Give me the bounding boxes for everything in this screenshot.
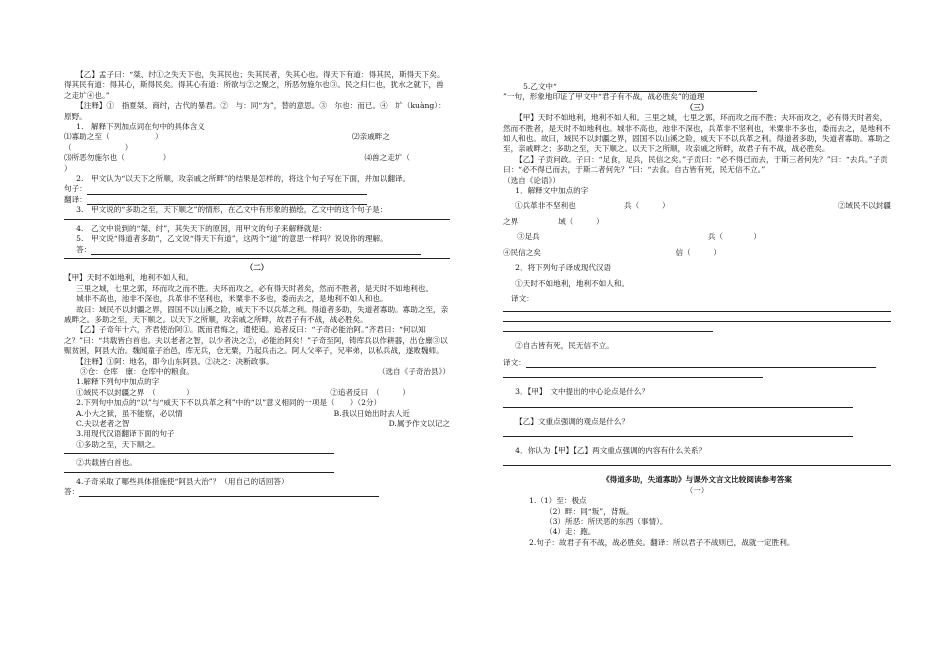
c1a: ①兵革非不坚利也 bbox=[515, 201, 576, 211]
left-column bbox=[64, 70, 450, 497]
q1-row-1 bbox=[64, 132, 450, 142]
c2b-answer-blank[interactable] bbox=[526, 359, 876, 368]
q2-translate-label: 翻译： bbox=[64, 194, 87, 204]
reference-section: （一） bbox=[685, 485, 709, 495]
q1d: ⑷兽之走圹（ bbox=[364, 153, 410, 163]
yi2-note: 【注释】①阿：地名，即今山东阿县。②决之：决断政事。 bbox=[76, 356, 274, 366]
c3b-answer-line[interactable] bbox=[503, 435, 853, 437]
c2a-answer-line-3[interactable] bbox=[503, 330, 713, 332]
question-3: 3. 甲文说的“多助之至，天下顺之”的情形，在乙文中有形象的描绘，乙文中的这个句子是： bbox=[76, 205, 388, 215]
b3a-answer-line[interactable] bbox=[64, 452, 334, 454]
yi2-note-row bbox=[64, 367, 450, 377]
q5-answer-label: 答： bbox=[76, 244, 92, 254]
b2-row-1 bbox=[64, 409, 450, 419]
c-question-4: 4．你认为【甲】【乙】两文重点强调的内容有什么关系？ bbox=[515, 445, 707, 455]
q2-sentence-row bbox=[64, 184, 450, 194]
yi-passage: 【乙】孟子曰：“桀、纣①之失天下也，失其民也；失其民者，失其心也。得天下有道：得其民，斯得天下矣。得其民有道：得其心，斯得民矣。得其心有道：所欲与②之聚之，所恶勿施尔也③。民之归仁也，犹水之就下，兽之走圹④也。” bbox=[64, 70, 445, 100]
jia3-passage: 【甲】天时不如地利，地利不如人和。三里之城，七里之郭，环而攻之而不胜；夫环而攻之，必有得天时者矣，然而不胜者，是天时不如地利也。城非不高也，池非不深也，兵革非不坚利也，米粟非不多也，委而去之，是地利不如人和也。故曰，域民不以封疆之界，固国不以山溪之险，威天下不以兵革之利。得道者多助，失道者寡助。寡助之至，亲戚畔之；多助之至，天下顺之。以天下之所顺，攻亲戚之所畔，故君子有不战，战必胜矣。 bbox=[503, 113, 891, 154]
yi3-source: （选自《论语》） bbox=[503, 175, 560, 185]
c-question-3b: 【乙】文重点强调的观点是什么？ bbox=[515, 416, 630, 426]
yi2-note-2: ③仓：仓库 廪：仓库中的粮食。 bbox=[80, 366, 194, 376]
c2b: ②自古皆有死，民无信不立。 bbox=[515, 341, 614, 351]
r-q5-tail: ”一句，形象地印证了甲文中“君子有不战，战必胜矣”的道理 bbox=[503, 92, 705, 102]
c2b-row bbox=[503, 358, 891, 368]
yi2-source: （选自《子奇治县》） bbox=[377, 366, 450, 376]
c1-row-4 bbox=[503, 248, 891, 258]
c2b-answer-line-2[interactable] bbox=[503, 376, 763, 378]
q1b: ⑵亲戚畔之 bbox=[352, 132, 390, 142]
c2a-answer-line-2[interactable] bbox=[503, 320, 891, 322]
r-q5: 5.乙文中“ bbox=[523, 82, 557, 91]
b2-option-c[interactable]: C.夫以老者之智 bbox=[76, 419, 130, 428]
question-4: 4. 乙文中说到的“桀、纣”，其失天下的原因，用甲文的句子来解释就是： bbox=[76, 223, 327, 233]
reference-1: 1.（1）至：极点 bbox=[529, 496, 587, 506]
b2-option-b[interactable]: B.我以日始出时去人近 bbox=[333, 408, 410, 418]
c1-row-3 bbox=[503, 232, 891, 242]
b-question-4: 4.子奇采取了哪些具体措施使“阿县大治”？（用自己的话回答） bbox=[76, 476, 289, 486]
q5-answer-row bbox=[64, 245, 450, 255]
q2-sentence-label: 句子： bbox=[64, 184, 87, 194]
section-3-heading: （三） bbox=[685, 102, 709, 112]
c1d: ④民信之矣 bbox=[503, 247, 541, 257]
jia-title: 【甲】天时不如地利，地利不如人和。 bbox=[64, 273, 194, 283]
jia-para-3: 故曰：域民不以封疆之界，固国不以山溪之险，威天下不以兵革之利。得道者多助，失道者寡助。寡助之至，亲戚畔之。多助之至，天下顺之。以天下之所顺，攻亲戚之所畔，故君子有不战，战必胜矣。 bbox=[64, 304, 449, 324]
b2-option-d[interactable]: D.属予作文以记之 bbox=[388, 419, 450, 428]
c1c-word: 兵（ ） bbox=[707, 232, 761, 242]
question-2: 2. 甲文认为“以天下之所顺，攻亲戚之所畔”的结果是怎样的，将这个句子写在下面，并加以翻译。 bbox=[76, 174, 411, 184]
c2a-label: 译文： bbox=[511, 293, 534, 303]
q2-translate-blank[interactable] bbox=[87, 196, 367, 205]
b1-row bbox=[64, 388, 450, 398]
q2-translate-row bbox=[64, 195, 450, 205]
c2a-answer-line-1[interactable] bbox=[503, 310, 891, 312]
jia-para-1: 三里之城，七里之郭，环而攻之而不胜。夫环而攻之，必有得天时者矣，然而不胜者，是天时不如地利也。 bbox=[76, 283, 434, 293]
c1b-tail: 之界 bbox=[503, 216, 519, 226]
q5-answer-blank[interactable] bbox=[91, 246, 421, 255]
q3-answer-line[interactable] bbox=[64, 218, 450, 220]
c2a: ①天时不如地利，地利不如人和。 bbox=[515, 278, 630, 288]
b-question-1: 1.解释下列句中加点的字 bbox=[76, 377, 160, 387]
b3b-answer-line[interactable] bbox=[64, 471, 334, 473]
b2-row-2 bbox=[64, 419, 450, 429]
r-q5-row bbox=[503, 82, 891, 92]
yi3-passage: 【乙】子贡问政。子曰：“足食，足兵，民信之矣。”子贡曰：“必不得已而去，于斯三者何先？”曰：“去兵。”子贡曰：“必不得已而去，于斯二者何先？”曰：“去食。自古皆有死，民无信不立。” bbox=[503, 154, 888, 175]
right-column bbox=[503, 82, 891, 548]
q2-sentence-blank[interactable] bbox=[87, 186, 367, 195]
c1-row-1 bbox=[503, 201, 891, 211]
q1a: ⑴寡助之至（ ） bbox=[64, 132, 163, 142]
section-2-heading: （二） bbox=[245, 262, 269, 272]
question-5: 5. 甲文说“得道者多助”，乙文说“得天下有道”，这两个“道”的意思一样吗？说说你的理解。 bbox=[76, 234, 388, 244]
c1b-tail-row bbox=[503, 217, 891, 227]
b1a: ①域民不以封疆之界 （ ） bbox=[76, 387, 194, 397]
c-question-1: 1．解释文中加点的字 bbox=[515, 186, 589, 196]
c4-answer-line[interactable] bbox=[503, 464, 891, 466]
c3-answer-line[interactable] bbox=[503, 406, 853, 408]
c1a-word: 兵（ ） bbox=[624, 201, 670, 211]
jia-para-2: 城非不高也，池非不深也，兵革非不坚利也，米粟非不多也，委而去之，是地利不如人和也。 bbox=[76, 294, 388, 304]
c1c: ③足兵 bbox=[517, 232, 540, 242]
c1b-word: 域（ ） bbox=[558, 216, 604, 226]
reference-title: 《得道多助，失道寡助》与课外文言文比较阅读参考答案 bbox=[602, 475, 792, 485]
reference-3: （3）所恶：所厌恶的东西（事情）。 bbox=[545, 516, 668, 526]
question-1: 1. 解释下列加点词在句中的具体含义 bbox=[76, 122, 205, 132]
q1c: ⑶所恶勿施尔也（ ） bbox=[64, 153, 171, 163]
c2b-label: 译文： bbox=[503, 357, 526, 367]
q1b-paren: （ ） bbox=[64, 142, 133, 152]
c-question-3: 3．【甲】 文中提出的中心论点是什么？ bbox=[515, 387, 650, 397]
q1-row-2 bbox=[64, 153, 450, 163]
reference-2: （2）畔：同“叛”，背叛。 bbox=[545, 506, 634, 516]
b4-answer-label: 答： bbox=[64, 487, 80, 497]
c1d-word: 信（ ） bbox=[675, 247, 721, 257]
b-question-3: 3.用现代汉语翻译下面的句子 bbox=[76, 429, 175, 439]
reference-5: 2.句子：故君子有不战，战必胜矣。翻译：所以君子不战则已，战就一定胜利。 bbox=[529, 537, 795, 547]
q1d-close: ） bbox=[64, 163, 72, 173]
b3a: ①多助之至，天下顺之。 bbox=[76, 439, 160, 449]
b4-answer-row bbox=[64, 487, 450, 497]
b4-answer-blank[interactable] bbox=[79, 488, 379, 497]
b2-option-a[interactable]: A.小大之狱，虽不能察，必以情 bbox=[76, 408, 183, 418]
c1b: ②域民不以封疆 bbox=[837, 201, 891, 211]
yi-notes: 【注释】① 指夏桀、商纣，古代的暴君。② 与：同“为”，替的意思。③ 尔也：而已。④ 圹（kuàng）：原野。 bbox=[64, 101, 446, 121]
c-question-2: 2．将下列句子译成现代汉语 bbox=[515, 263, 612, 273]
yi2-passage: 【乙】子奇年十六，齐君使治阿①。既而君悔之，遣使追。追者反曰：“子奇必能治阿。”齐君曰：“何以知之？”曰：“共载皆白首也。夫以老者之智，以少者决之②，必能治阿矣！”子奇至阿，铸库兵以作耕器，出仓廪③以赈贫困，阿县大治。魏闻童子治邑，库无兵，仓无粟，乃起兵击之。阿人父率子，兄率弟，以私兵战，遂败魏师。 bbox=[64, 325, 448, 356]
section-divider bbox=[64, 257, 450, 259]
reference-4: （4）走：跑。 bbox=[545, 527, 596, 537]
b1b: ②追者反曰 （ ） bbox=[330, 387, 410, 397]
b-question-2: 2.下列句中加点的“以”与“威天下不以兵革之利”中的“以”意义相同的一项是（ ）（2分） bbox=[76, 398, 382, 408]
b3b: ②共载皆白首也。 bbox=[76, 458, 137, 468]
